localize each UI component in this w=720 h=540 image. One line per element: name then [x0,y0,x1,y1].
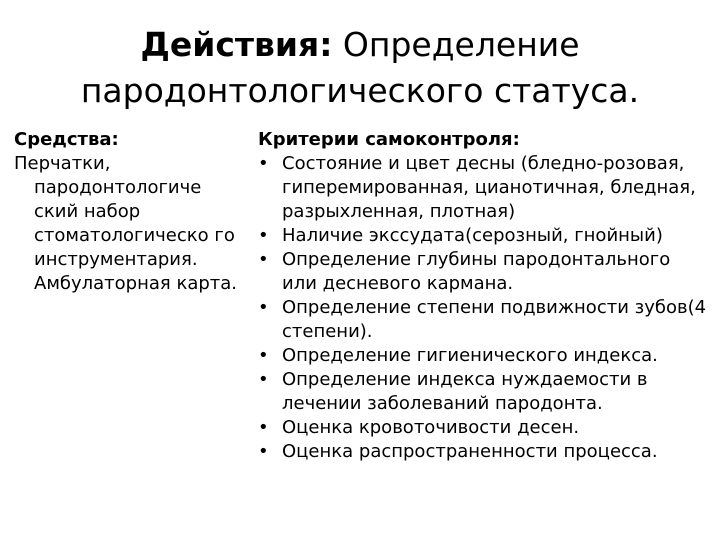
criteria-item-text: Наличие экссудата(серозный, гнойный) [282,225,663,246]
tools-column [14,128,249,296]
bullet-icon: • [258,297,269,318]
criteria-item-text: Определение гигиенического индекса. [282,345,658,366]
tools-heading: Средства: [14,129,119,150]
title-line-2: пародонтологического статуса. [80,71,640,110]
criteria-item [258,344,708,368]
criteria-column [258,128,708,464]
bullet-icon: • [258,153,269,174]
criteria-item-text: Оценка кровоточивости десен. [282,417,580,438]
bullet-icon: • [258,249,269,270]
bullet-icon: • [258,441,269,462]
criteria-item [258,224,708,248]
criteria-item-text: Определение глубины пародонтального или десневого кармана. [282,249,671,294]
bullet-icon: • [258,417,269,438]
criteria-item [258,152,708,224]
criteria-item-text: Определение степени подвижности зубов(4 степени). [282,297,707,342]
title-rest: Определение [342,25,580,64]
bullet-icon: • [258,369,269,390]
criteria-item-text: Оценка распространенности процесса. [282,441,658,462]
criteria-list [258,152,708,464]
tools-text: Перчатки, пародонтологиче ский набор стоматологическо го инструментария. Амбулаторная карта. [14,153,238,294]
title-line-1 [0,22,720,68]
criteria-item-text: Определение индекса нуждаемости в лечении заболеваний пародонта. [282,369,648,414]
criteria-item [258,416,708,440]
bullet-icon: • [258,345,269,366]
criteria-item [258,296,708,344]
criteria-item [258,440,708,464]
criteria-item-text: Состояние и цвет десны (бледно-розовая, гиперемированная, цианотичная, бледная, разрыхленная, плотная) [282,153,696,222]
bullet-icon: • [258,225,269,246]
slide-title [0,22,720,114]
title-bold: Действия: [140,25,333,64]
criteria-item [258,368,708,416]
criteria-heading: Критерии самоконтроля: [258,129,520,150]
criteria-item [258,248,708,296]
